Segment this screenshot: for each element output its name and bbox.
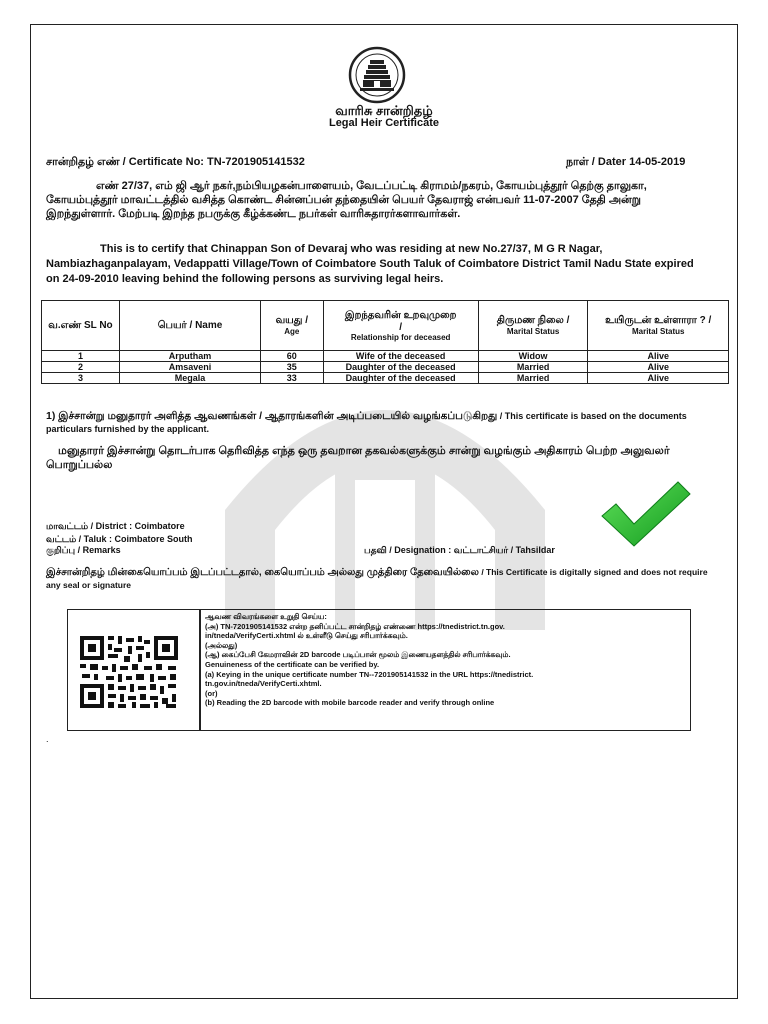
header-name: பெயர் / Name xyxy=(119,301,260,351)
header-age: வயது / Age xyxy=(261,301,323,351)
cell-relationship: Daughter of the deceased xyxy=(323,362,478,373)
legal-heirs-table xyxy=(41,300,729,384)
certificate-date: நாள் / Dater 14-05-2019 xyxy=(566,156,686,168)
table-header-row xyxy=(42,301,729,351)
verify-line: (b) Reading the 2D barcode with mobile barcode reader and verify through online xyxy=(205,698,495,708)
cell-name: Megala xyxy=(119,373,260,384)
verify-line: ஆவண விவரங்களை உறுதி செய்ய: xyxy=(205,612,327,621)
header-marital-status: திருமண நிலை / Marital Status xyxy=(478,301,588,351)
cell-relationship: Wife of the deceased xyxy=(323,351,478,362)
verification-divider xyxy=(199,609,201,731)
verify-line: Genuineness of the certificate can be verified by. xyxy=(205,659,380,669)
digital-signature-note: இச்சான்றிதழ் மின்கையொப்பம் இடப்பட்டதால், கையொப்பம் அல்லது முத்திரை தேவையில்லை / This Certificate is digitally signed and does not require any seal or signature xyxy=(46,567,708,590)
documents-basis-note: 1) இச்சான்று மனுதாரர் அளித்த ஆவணங்கள் / ஆதாரங்களின் அடிப்படையில் வழங்கப்படுகிறது / This certificate is based on the documents particulars furnished by the applicant. xyxy=(46,410,687,434)
qr-code-icon[interactable] xyxy=(78,634,180,710)
cell-age: 33 xyxy=(261,373,323,384)
cell-alive: Alive xyxy=(588,362,729,373)
footer-dot: . xyxy=(46,734,49,744)
table-row xyxy=(42,351,729,362)
certificate-number: சான்றிதழ் எண் / Certificate No: TN-7201905141532 xyxy=(46,156,305,168)
cell-name: Amsaveni xyxy=(119,362,260,373)
cell-age: 60 xyxy=(261,351,323,362)
english-statement-paragraph: This is to certify that Chinappan Son of Devaraj who was residing at new No.27/37, M G R Nagar, Nambiazhaganpalayam, Vedappatti Village/Town of Coimbatore South Taluk of Coimbatore District Tamil Nadu State expired on 24-09-2010 leaving behind the following persons as surviving legal heirs. xyxy=(46,243,694,285)
verify-line: (அல்லது) xyxy=(205,640,238,650)
verify-line: (or) xyxy=(205,688,218,698)
verify-line: (a) Keying in the unique certificate number TN--7201905141532 in the URL https://tnedistrict. xyxy=(205,669,534,679)
cell-sl: 3 xyxy=(42,373,120,384)
header-alive-status: உயிருடன் உள்ளாரா ? / Marital Status xyxy=(588,301,729,351)
remarks-label: குறிப்பு / Remarks xyxy=(46,545,121,555)
verify-line: tn.gov.in/tneda/VerifyCerti.xhtml. xyxy=(205,679,322,689)
tamil-statement-paragraph: எண் 27/37, எம் ஜி ஆர் நகர்,நம்பியழகன்பாளையம், வேடப்பட்டி கிராமம்/நகரம், கோயம்புத்தூர் தெற்கு தாலுகா, கோயம்புத்தூர் மாவட்டத்தில் வசித்த கொண்ட சின்னப்பன் தந்தையின் பெயர் தேவராஜ் என்பவர் 11-07-2007 தேதி அன்று இறந்துள்ளார். மேற்படி இறந்த நபருக்கு கீழ்க்கண்ட நபர்கள் வாரிசுதாரர்களாவார்கள். xyxy=(46,180,647,220)
cell-alive: Alive xyxy=(588,373,729,384)
district-label: மாவட்டம் / District : Coimbatore xyxy=(46,521,185,531)
cell-marital: Married xyxy=(478,373,588,384)
cell-sl: 2 xyxy=(42,362,120,373)
verify-line: (ஆ) கைப்பேசி கேமராவின் 2D barcode படிப்பான் மூலம் இணையதளத்தில் சரிபார்க்கவும். xyxy=(205,650,511,660)
cell-name: Arputham xyxy=(119,351,260,362)
verified-checkmark-icon xyxy=(600,480,692,548)
header-sl-no: வ.எண் SL No xyxy=(42,301,120,351)
cell-relationship: Daughter of the deceased xyxy=(323,373,478,384)
certificate-title-english: Legal Heir Certificate xyxy=(328,117,440,129)
certificate-title-tamil: வாரிசு சான்றிதழ் xyxy=(335,103,433,118)
verification-instructions xyxy=(205,612,685,708)
cell-sl: 1 xyxy=(42,351,120,362)
verify-line: in/tneda/VerifyCerti.xhtml ல் உள்ளீடு செய்து சரிபார்க்கவும். xyxy=(205,631,408,641)
cell-marital: Widow xyxy=(478,351,588,362)
cell-marital: Married xyxy=(478,362,588,373)
table-row xyxy=(42,362,729,373)
cell-alive: Alive xyxy=(588,351,729,362)
taluk-label: வட்டம் / Taluk : Coimbatore South xyxy=(46,534,193,544)
table-row xyxy=(42,373,729,384)
liability-disclaimer: மனுதாரர் இச்சான்று தொடர்பாக தெரிவித்த எந்த ஒரு தவறான தகவல்களுக்கும் சான்று வழங்கும் அதிகாரம் பெற்ற அலுவலர் பொறுப்பல்ல xyxy=(46,445,670,471)
verify-line: (அ) TN-7201905141532 என்ற தனிப்பட்ட சான்றிதழ் எண்ணை https://tnedistrict.tn.gov. xyxy=(205,621,505,631)
cell-age: 35 xyxy=(261,362,323,373)
tamilnadu-emblem-icon xyxy=(348,46,406,104)
designation-label: பதவி / Designation : வட்டாட்சியர் / Tahsildar xyxy=(364,545,555,555)
header-relationship: இறந்தவரின் உறவுமுறை / Relationship for deceased xyxy=(323,301,478,351)
